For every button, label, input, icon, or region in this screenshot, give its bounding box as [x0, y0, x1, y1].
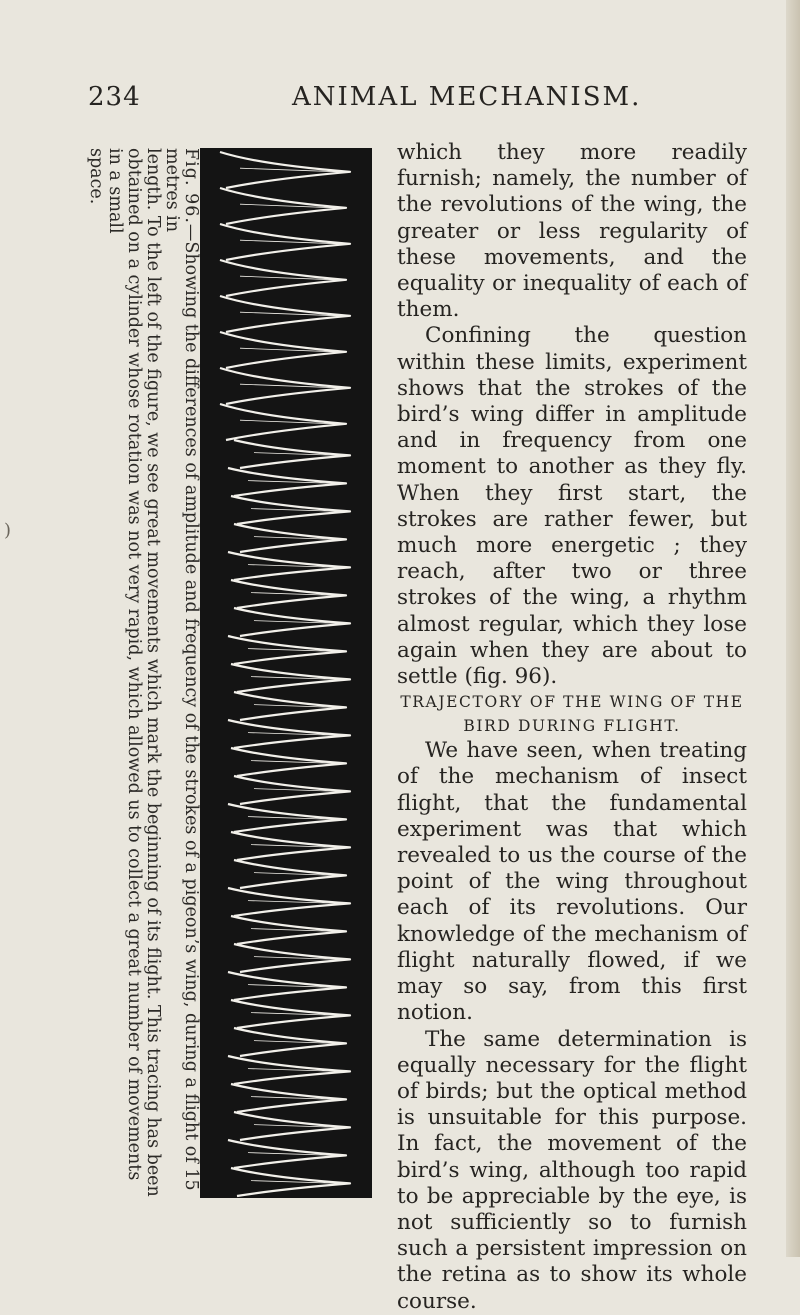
paragraph-4: The same determination is equally necessary for the flight of birds; but the optical method is unsuitable for this purpose. In fact, the movement of the bird’s wing, although too rapid to be appreciable by the eye, is not sufficiently so to furnish such a persistent impression on the retina as to show its whole course. — [397, 1026, 747, 1314]
paragraph-2: Confining the question within these limits, experiment shows that the strokes of the bird’s wing differ in amplitude and in frequency from one moment to another as they fly. When they first start, the strokes are rather fewer, but much more energetic ; they reach, after two or three strokes of the wing, a rhythm almost regular, which they lose again when they are about to settle (fig. 96). — [397, 323, 747, 690]
paragraph-1: which they more readily furnish; namely, the number of the revolutions of the wing, the greater or less regularity of these movements, and the equality or inequality of each of them. — [397, 140, 747, 323]
caption-line-3: obtained on a cylinder whose rotation was not very rapid, which allowed us to collect a great number of movements in a small — [105, 148, 144, 1181]
caption-line-2: length. To the left of the figure, we see great movements which mark the beginning of its flight. This tracing has been — [143, 148, 163, 1197]
running-title: ANIMAL MECHANISM. — [292, 82, 642, 112]
tracing-graphic — [200, 148, 372, 1198]
caption-line-1: —Showing the differences of amplitude and frequency of the strokes of a pigeon’s wing, during a flight of 15 metres in — [162, 148, 201, 1191]
margin-mark: ) — [4, 520, 12, 541]
paragraph-3: We have seen, when treating of the mechanism of insect flight, that the fundamental experiment was that which revealed to us the course of the point of the wing throughout each of its revolutions. Our knowledge of the mechanism of flight naturally flowed, if we may so say, from this first notion. — [397, 738, 747, 1026]
page-number: 234 — [88, 82, 141, 112]
caption-line-4: space. — [86, 148, 106, 205]
page-edge — [786, 0, 800, 1257]
wing-stroke-tracing — [200, 148, 372, 1198]
section-heading: TRAJECTORY OF THE WING OF THE BIRD DURING FLIGHT. — [400, 693, 744, 736]
figure-label: Fig. 96. — [181, 148, 201, 224]
body-text — [397, 140, 747, 1315]
figure-caption — [50, 148, 200, 1198]
